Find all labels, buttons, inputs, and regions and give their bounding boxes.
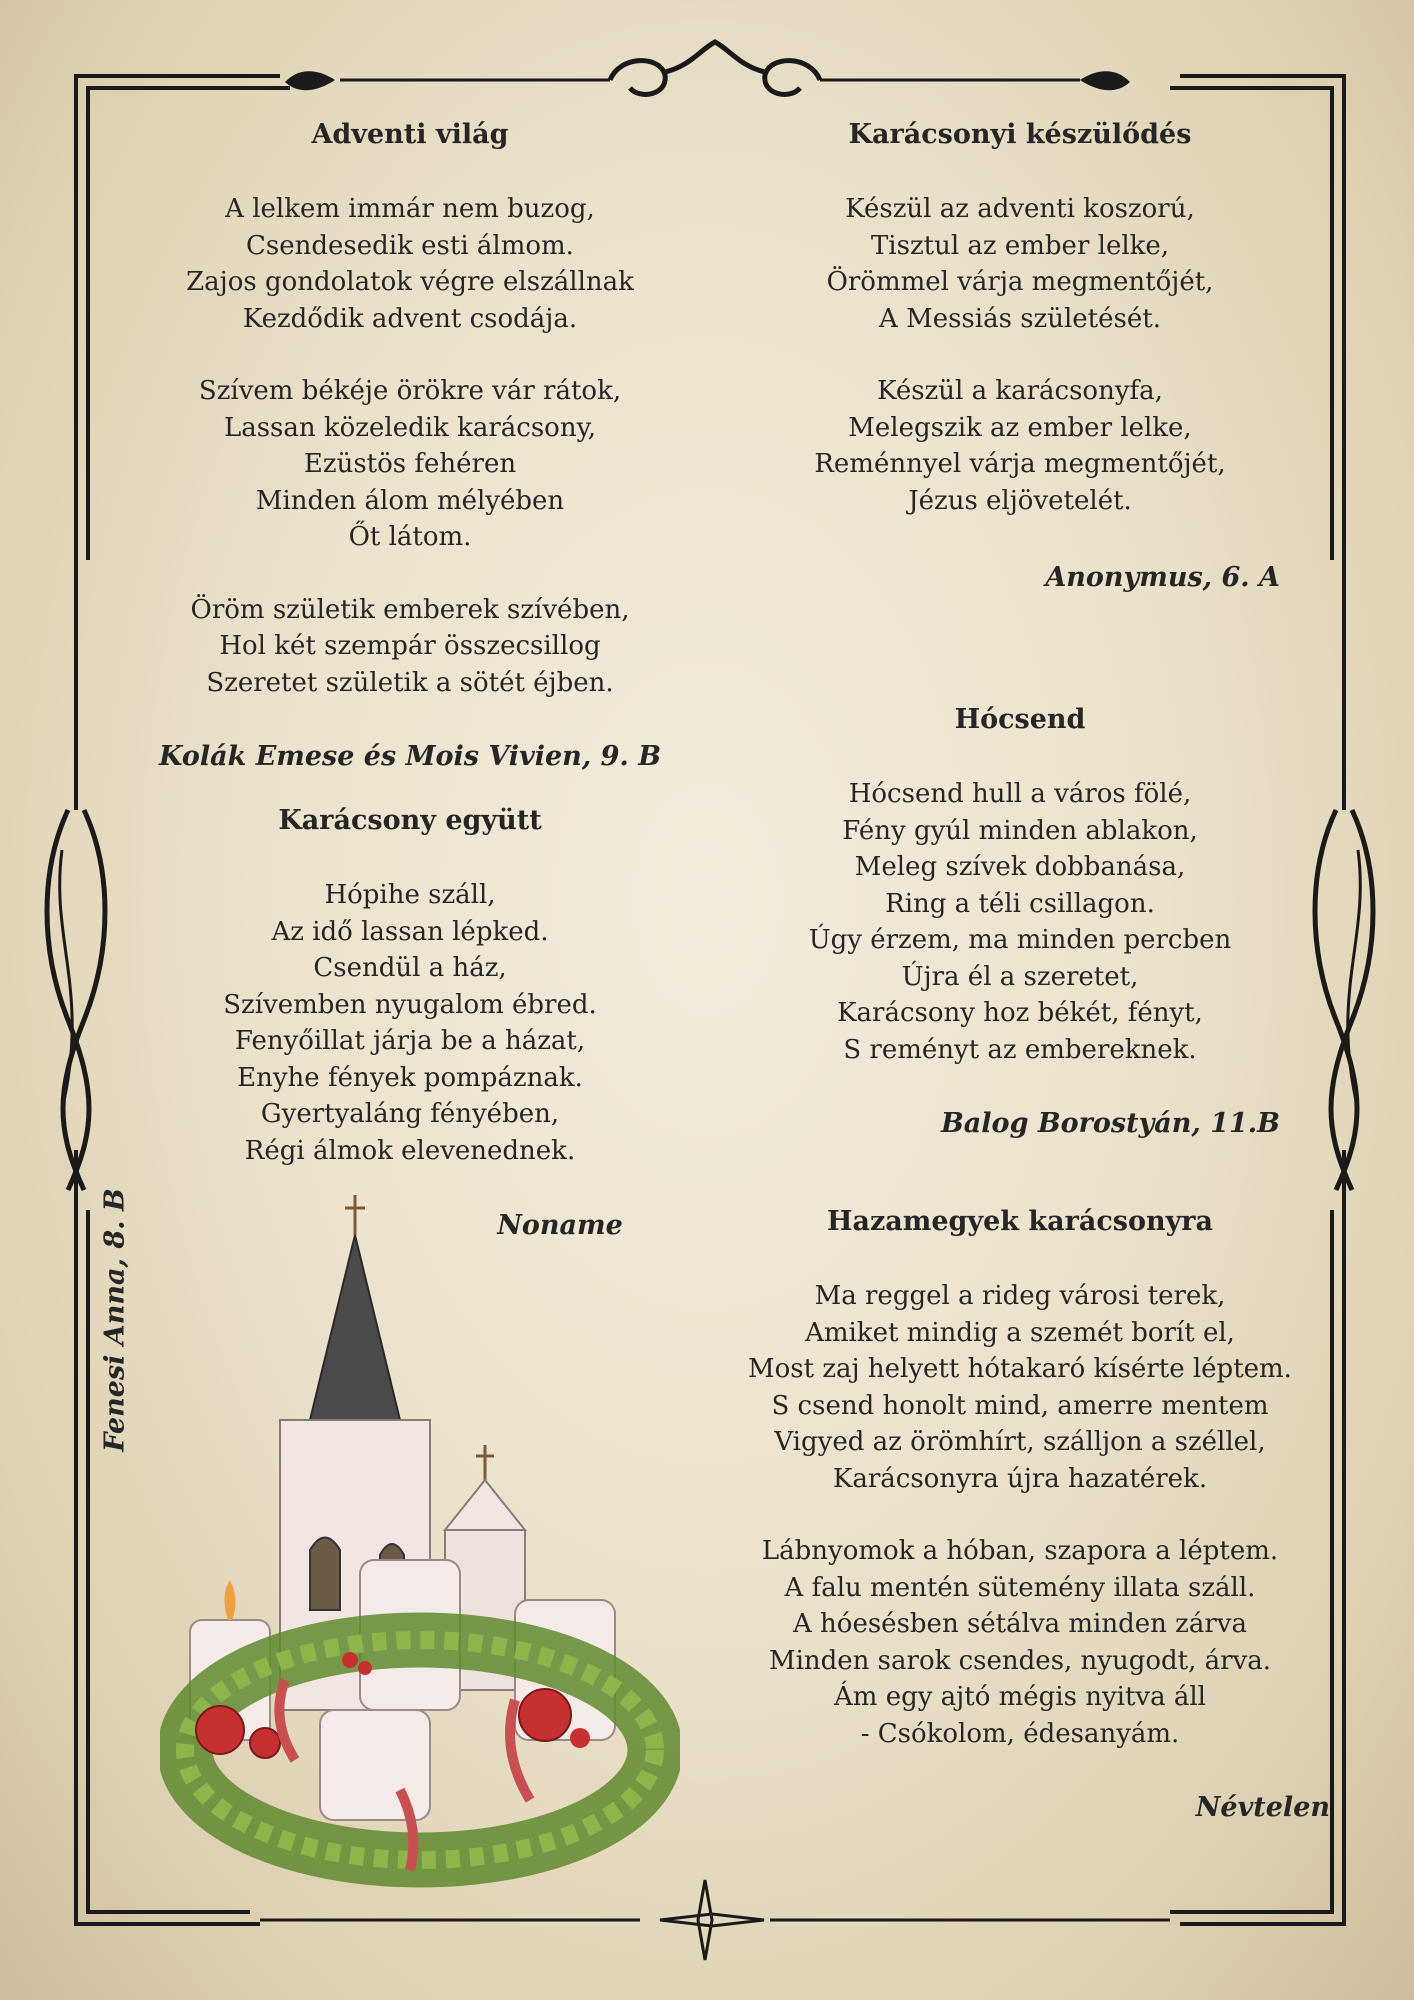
poem-author: Balog Borostyán, 11.B: [940, 1108, 1280, 1139]
verse-line: Régi álmok elevenednek.: [244, 1135, 576, 1166]
poem-title: Karácsony együtt: [278, 805, 542, 836]
verse-line: Karácsonyra újra hazatérek.: [832, 1463, 1208, 1494]
verse-line: Ám egy ajtó mégis nyitva áll: [834, 1682, 1206, 1712]
verse-line: Meleg szívek dobbanása,: [854, 852, 1186, 882]
poem-title: Hazamegyek karácsonyra: [826, 1206, 1214, 1237]
verse-line: Készül az adventi koszorú,: [845, 194, 1195, 224]
verse-line: Enyhe fények pompáznak.: [237, 1062, 583, 1093]
stanza: [700, 1533, 1340, 1752]
verse-line: Szívem békéje örökre vár rátok,: [198, 376, 622, 406]
stanza: [700, 373, 1340, 519]
verse-line: S csend honolt mind, amerre mentem: [771, 1390, 1269, 1421]
poem-karacsony-egyutt: [130, 803, 690, 1169]
verse-line: A lelkem immár nem buzog,: [225, 194, 595, 224]
verse-line: S reményt az embereknek.: [843, 1034, 1197, 1065]
illustration-credit: Fenesi Anna, 8. B: [99, 1188, 131, 1452]
stanza: [130, 592, 690, 702]
verse-line: Ezüstös fehéren: [303, 449, 517, 479]
stanza: [130, 877, 690, 1169]
verse-line: Vigyed az örömhírt, szálljon a széllel,: [774, 1427, 1266, 1457]
stanza: [130, 373, 690, 556]
poem-author: Noname: [497, 1210, 623, 1241]
poem-adventi-vilag: [130, 117, 690, 775]
advent-wreath-illustration: [160, 1190, 680, 1890]
verse-line: Tisztul az ember lelke,: [870, 230, 1170, 261]
verse-line: Karácsony hoz békét, fényt,: [837, 998, 1203, 1028]
verse-line: Örömmel várja megmentőjét,: [826, 267, 1214, 297]
verse-line: Hol két szempár összecsillog: [219, 631, 601, 661]
verse-line: Lábnyomok a hóban, szapora a léptem.: [761, 1536, 1279, 1566]
verse-line: - Csókolom, édesanyám.: [860, 1718, 1180, 1749]
poem-author: Kolák Emese és Mois Vivien, 9. B: [158, 741, 662, 772]
verse-line: Hópihe száll,: [324, 880, 496, 910]
verse-line: Csendesedik esti álmom.: [246, 230, 574, 261]
verse-line: Lassan közeledik karácsony,: [223, 412, 597, 443]
verse-line: Újra él a szeretet,: [901, 961, 1139, 992]
stanza: [130, 191, 690, 337]
verse-line: Melegszik az ember lelke,: [848, 412, 1192, 443]
verse-line: Hócsend hull a város fölé,: [848, 779, 1192, 809]
poem-hocsend: [700, 702, 1340, 1068]
poem-title: Hócsend: [954, 704, 1086, 735]
verse-line: Ring a téli csillagon.: [885, 888, 1155, 919]
verse-line: Minden álom mélyében: [255, 485, 565, 516]
verse-line: A falu mentén sütemény illata száll.: [784, 1572, 1256, 1603]
stanza: [700, 776, 1340, 1068]
verse-line: Most zaj helyett hótakaró kísérte léptem.: [748, 1354, 1292, 1384]
verse-line: Minden sarok csendes, nyugodt, árva.: [768, 1645, 1272, 1676]
stanza: [700, 191, 1340, 337]
verse-line: Úgy érzem, ma minden percben: [808, 925, 1232, 955]
verse-line: Reménnyel várja megmentőjét,: [814, 449, 1226, 479]
verse-line: Csendül a ház,: [313, 953, 507, 983]
verse-line: Szívemben nyugalom ébred.: [223, 989, 597, 1020]
verse-line: Jézus eljövetelét.: [908, 485, 1132, 516]
verse-line: Fény gyúl minden ablakon,: [842, 815, 1198, 846]
verse-line: Őt látom.: [348, 522, 472, 552]
poem-karacsonyi-keszulodes: [700, 117, 1340, 519]
verse-line: Amiket mindig a szemét borít el,: [805, 1317, 1235, 1348]
verse-line: Szeretet születik a sötét éjben.: [206, 667, 614, 698]
poem-title: Karácsonyi készülődés: [848, 119, 1192, 150]
poem-author: Névtelen: [1195, 1792, 1330, 1823]
poem-author: Anonymus, 6. A: [1045, 562, 1280, 593]
verse-line: A hóesésben sétálva minden zárva: [793, 1609, 1247, 1639]
verse-line: Készül a karácsonyfa,: [877, 376, 1163, 406]
stanza: [700, 1278, 1340, 1497]
verse-line: Kezdődik advent csodája.: [242, 303, 578, 334]
verse-line: Gyertyaláng fényében,: [260, 1099, 560, 1129]
verse-line: Fenyőillat járja be a házat,: [234, 1026, 586, 1056]
verse-line: Öröm születik emberek szívében,: [190, 594, 630, 625]
poem-title: Adventi világ: [311, 119, 509, 150]
verse-line: Ma reggel a rideg városi terek,: [814, 1281, 1226, 1311]
verse-line: Zajos gondolatok végre elszállnak: [186, 267, 634, 297]
poem-hazamegyek-karacsonyra: [700, 1204, 1340, 1752]
verse-line: Az idő lassan lépked.: [271, 916, 549, 947]
verse-line: A Messiás születését.: [879, 303, 1161, 334]
